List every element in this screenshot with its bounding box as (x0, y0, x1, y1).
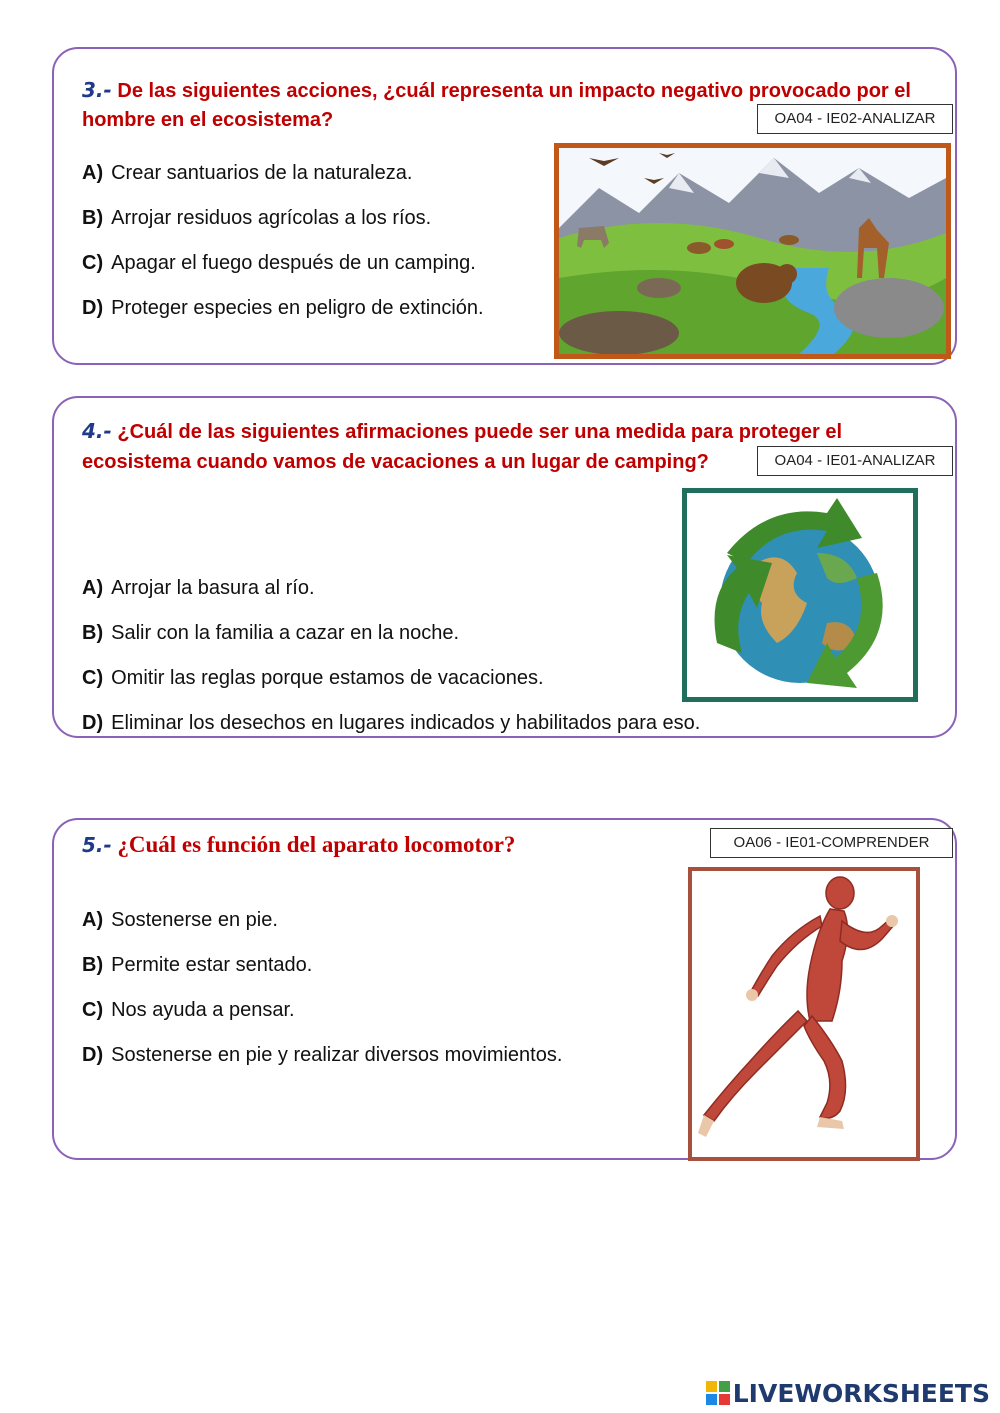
question-5-option-d[interactable]: D) Sostenerse en pie y realizar diversos movimientos. (82, 1044, 563, 1066)
question-3-title-line2: hombre en el ecosistema? (82, 109, 334, 131)
question-4-card (52, 396, 957, 738)
question-5-option-c[interactable]: C) Nos ayuda a pensar. (82, 999, 295, 1021)
ecosystem-illustration (559, 148, 946, 354)
recycling-earth-illustration (687, 493, 913, 697)
logo-text: LIVEWORKSHEETS (732, 1378, 990, 1408)
liveworksheets-logo-icon (705, 1380, 731, 1406)
question-3-number: 3.- (82, 78, 112, 102)
question-3-code: OA04 - IE02-ANALIZAR (757, 104, 953, 134)
question-3-card (52, 47, 957, 365)
question-4-option-c[interactable]: C) Omitir las reglas porque estamos de vacaciones. (82, 667, 544, 689)
question-4-number: 4.- (82, 419, 112, 443)
question-3-option-a[interactable]: A) Crear santuarios de la naturaleza. (82, 162, 413, 184)
recycling-earth-image (682, 488, 918, 702)
question-4-option-d[interactable]: D) Eliminar los desechos en lugares indicados y habilitados para eso. (82, 712, 701, 734)
liveworksheets-logo (705, 1379, 990, 1407)
muscular-runner-illustration (692, 871, 916, 1157)
question-3-option-c[interactable]: C) Apagar el fuego después de un camping. (82, 252, 476, 274)
question-3-option-b[interactable]: B) Arrojar residuos agrícolas a los ríos. (82, 207, 432, 229)
question-4-code: OA04 - IE01-ANALIZAR (757, 446, 953, 476)
question-4-title-line1: 4.- ¿Cuál de las siguientes afirmaciones puede ser una medida para proteger el (82, 419, 843, 443)
question-3-option-d[interactable]: D) Proteger especies en peligro de extinción. (82, 297, 484, 319)
question-5-option-b[interactable]: B) Permite estar sentado. (82, 954, 313, 976)
question-4-option-a[interactable]: A) Arrojar la basura al río. (82, 577, 315, 599)
question-5-card (52, 818, 957, 1160)
question-5-option-a[interactable]: A) Sostenerse en pie. (82, 909, 278, 931)
question-3-title-line1: 3.- De las siguientes acciones, ¿cuál representa un impacto negativo provocado por el (82, 78, 911, 102)
question-5-code: OA06 - IE01-COMPRENDER (710, 828, 953, 858)
question-4-title-line2: ecosistema cuando vamos de vacaciones a un lugar de camping? (82, 451, 709, 473)
question-5-number: 5.- (82, 833, 112, 857)
question-5-title: 5.- ¿Cuál es función del aparato locomotor? (82, 832, 516, 857)
question-4-option-b[interactable]: B) Salir con la familia a cazar en la noche. (82, 622, 460, 644)
muscular-runner-image (688, 867, 920, 1161)
ecosystem-image (554, 143, 951, 359)
